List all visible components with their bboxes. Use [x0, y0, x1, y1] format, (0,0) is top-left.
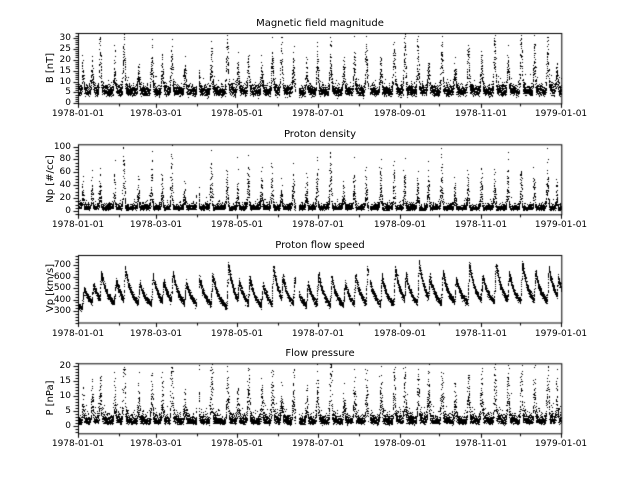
x-tick-label: 1978-07-01 [291, 220, 345, 230]
y-tick-label: 15 [59, 66, 71, 76]
y-tick-label: 15 [59, 376, 71, 386]
y-axis-label-vp: Vp [km/s] [45, 263, 56, 313]
x-tick-label: 1978-11-01 [454, 329, 508, 339]
y-tick-label: 20 [59, 55, 71, 65]
x-tick-label: 1978-05-01 [210, 220, 264, 230]
x-tick-label: 1978-03-01 [129, 329, 183, 339]
y-tick-label: 30 [59, 33, 71, 43]
x-tick-label: 1978-03-01 [129, 439, 183, 449]
y-tick-label: 20 [59, 193, 71, 203]
x-tick-label: 1978-11-01 [454, 109, 508, 119]
y-tick-label: 700 [53, 260, 71, 270]
x-tick-label: 1978-01-01 [51, 329, 105, 339]
y-axis-label-b: B [nT] [45, 52, 56, 84]
y-tick-label: 10 [59, 391, 71, 401]
x-tick-label: 1978-07-01 [291, 109, 345, 119]
x-tick-label: 1978-05-01 [210, 329, 264, 339]
y-axis-label-p: P [nPa] [45, 380, 56, 416]
panel-title-proton-density: Proton density [283, 129, 357, 140]
x-tick-label: 1979-01-01 [534, 329, 588, 339]
x-tick-label: 1978-01-01 [51, 220, 105, 230]
x-tick-label: 1978-09-01 [373, 439, 427, 449]
x-tick-label: 1979-01-01 [534, 220, 588, 230]
x-tick-label: 1978-11-01 [454, 439, 508, 449]
y-tick-label: 10 [59, 77, 71, 87]
x-tick-label: 1978-03-01 [129, 109, 183, 119]
y-tick-label: 0 [65, 206, 71, 216]
x-tick-label: 1978-09-01 [373, 329, 427, 339]
y-tick-label: 5 [65, 87, 71, 97]
y-tick-label: 0 [65, 421, 71, 431]
y-tick-label: 100 [53, 142, 71, 152]
y-tick-label: 400 [53, 295, 71, 305]
y-tick-label: 600 [53, 272, 71, 282]
x-tick-label: 1978-03-01 [129, 220, 183, 230]
x-tick-label: 1978-05-01 [210, 439, 264, 449]
x-tick-label: 1978-09-01 [373, 220, 427, 230]
y-tick-label: 300 [53, 306, 71, 316]
y-tick-label: 20 [59, 361, 71, 371]
y-tick-label: 25 [59, 44, 71, 54]
x-tick-label: 1978-07-01 [291, 329, 345, 339]
y-tick-label: 60 [59, 167, 71, 177]
x-tick-label: 1978-11-01 [454, 220, 508, 230]
y-tick-label: 5 [65, 406, 71, 416]
panel-title-flow-pressure: Flow pressure [285, 348, 355, 359]
y-tick-label: 0 [65, 98, 71, 108]
x-tick-label: 1978-01-01 [51, 109, 105, 119]
x-tick-label: 1979-01-01 [534, 439, 588, 449]
x-tick-label: 1978-01-01 [51, 439, 105, 449]
panel-title-magnetic-field: Magnetic field magnitude [256, 18, 384, 29]
y-tick-label: 500 [53, 283, 71, 293]
x-tick-label: 1978-07-01 [291, 439, 345, 449]
panel-title-proton-flow-speed: Proton flow speed [275, 240, 365, 251]
x-tick-label: 1979-01-01 [534, 109, 588, 119]
y-tick-label: 80 [59, 154, 71, 164]
y-axis-label-np: Np [#/cc] [45, 155, 56, 203]
y-tick-label: 40 [59, 180, 71, 190]
x-tick-label: 1978-09-01 [373, 109, 427, 119]
x-tick-label: 1978-05-01 [210, 109, 264, 119]
